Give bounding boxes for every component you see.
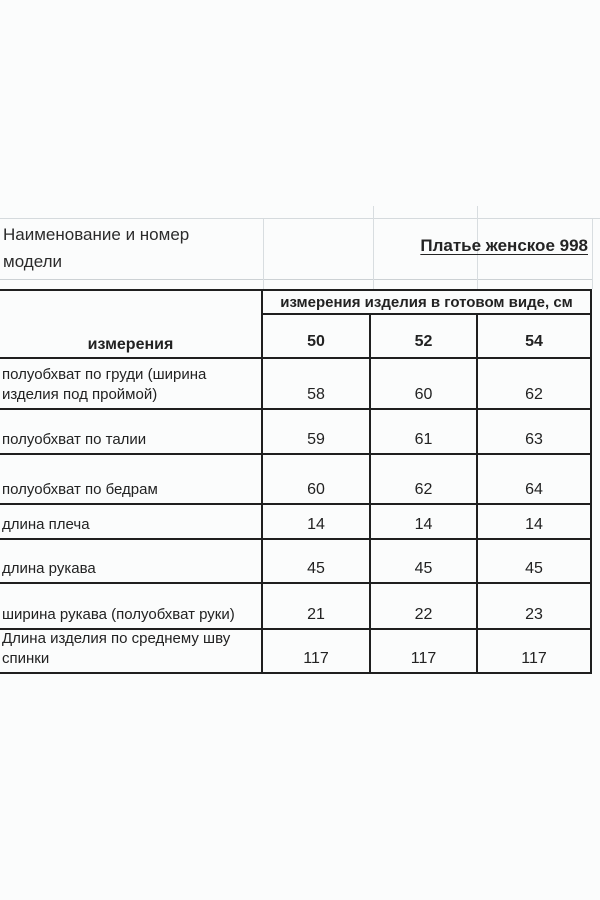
cell-value: 45 bbox=[478, 540, 592, 584]
row-label: полуобхват по талии bbox=[0, 410, 263, 455]
cell-value: 60 bbox=[371, 359, 478, 410]
measurements-column-header: измерения bbox=[0, 291, 263, 359]
cell-value: 45 bbox=[263, 540, 371, 584]
row-label: полуобхват по груди (ширина изделия под проймой) bbox=[0, 359, 263, 410]
cell-value: 62 bbox=[478, 359, 592, 410]
row-label: Длина изделия по среднему шву спинки bbox=[0, 630, 263, 674]
row-label: полуобхват по бедрам bbox=[0, 455, 263, 505]
cell-value: 23 bbox=[478, 584, 592, 630]
cell-value: 22 bbox=[371, 584, 478, 630]
size-header-50: 50 bbox=[263, 315, 371, 359]
cell-value: 64 bbox=[478, 455, 592, 505]
gridline-vertical bbox=[592, 219, 593, 289]
row-label: длина рукава bbox=[0, 540, 263, 584]
cell-value: 45 bbox=[371, 540, 478, 584]
measurements-table bbox=[0, 289, 592, 674]
cell-value: 117 bbox=[263, 630, 371, 674]
cell-value: 59 bbox=[263, 410, 371, 455]
cell-value: 58 bbox=[263, 359, 371, 410]
gridline-horizontal bbox=[0, 279, 592, 280]
gridline-vertical bbox=[263, 219, 264, 289]
cell-value: 62 bbox=[371, 455, 478, 505]
gridline-vertical bbox=[373, 206, 374, 289]
model-name-label: Наименование и номер модели bbox=[3, 225, 190, 271]
gridline-horizontal bbox=[0, 218, 600, 219]
cell-value: 61 bbox=[371, 410, 478, 455]
model-name-value: Платье женское 998 bbox=[420, 236, 588, 255]
cell-value: 60 bbox=[263, 455, 371, 505]
cell-value: 117 bbox=[371, 630, 478, 674]
cell-value: 14 bbox=[371, 505, 478, 540]
cell-value: 14 bbox=[478, 505, 592, 540]
table-header: измерения изделия в готовом виде, см bbox=[263, 291, 592, 315]
cell-value: 14 bbox=[263, 505, 371, 540]
row-label: длина плеча bbox=[0, 505, 263, 540]
cell-value: 117 bbox=[478, 630, 592, 674]
size-header-54: 54 bbox=[478, 315, 592, 359]
size-header-52: 52 bbox=[371, 315, 478, 359]
row-label: ширина рукава (полуобхват руки) bbox=[0, 584, 263, 630]
cell-value: 21 bbox=[263, 584, 371, 630]
cell-value: 63 bbox=[478, 410, 592, 455]
